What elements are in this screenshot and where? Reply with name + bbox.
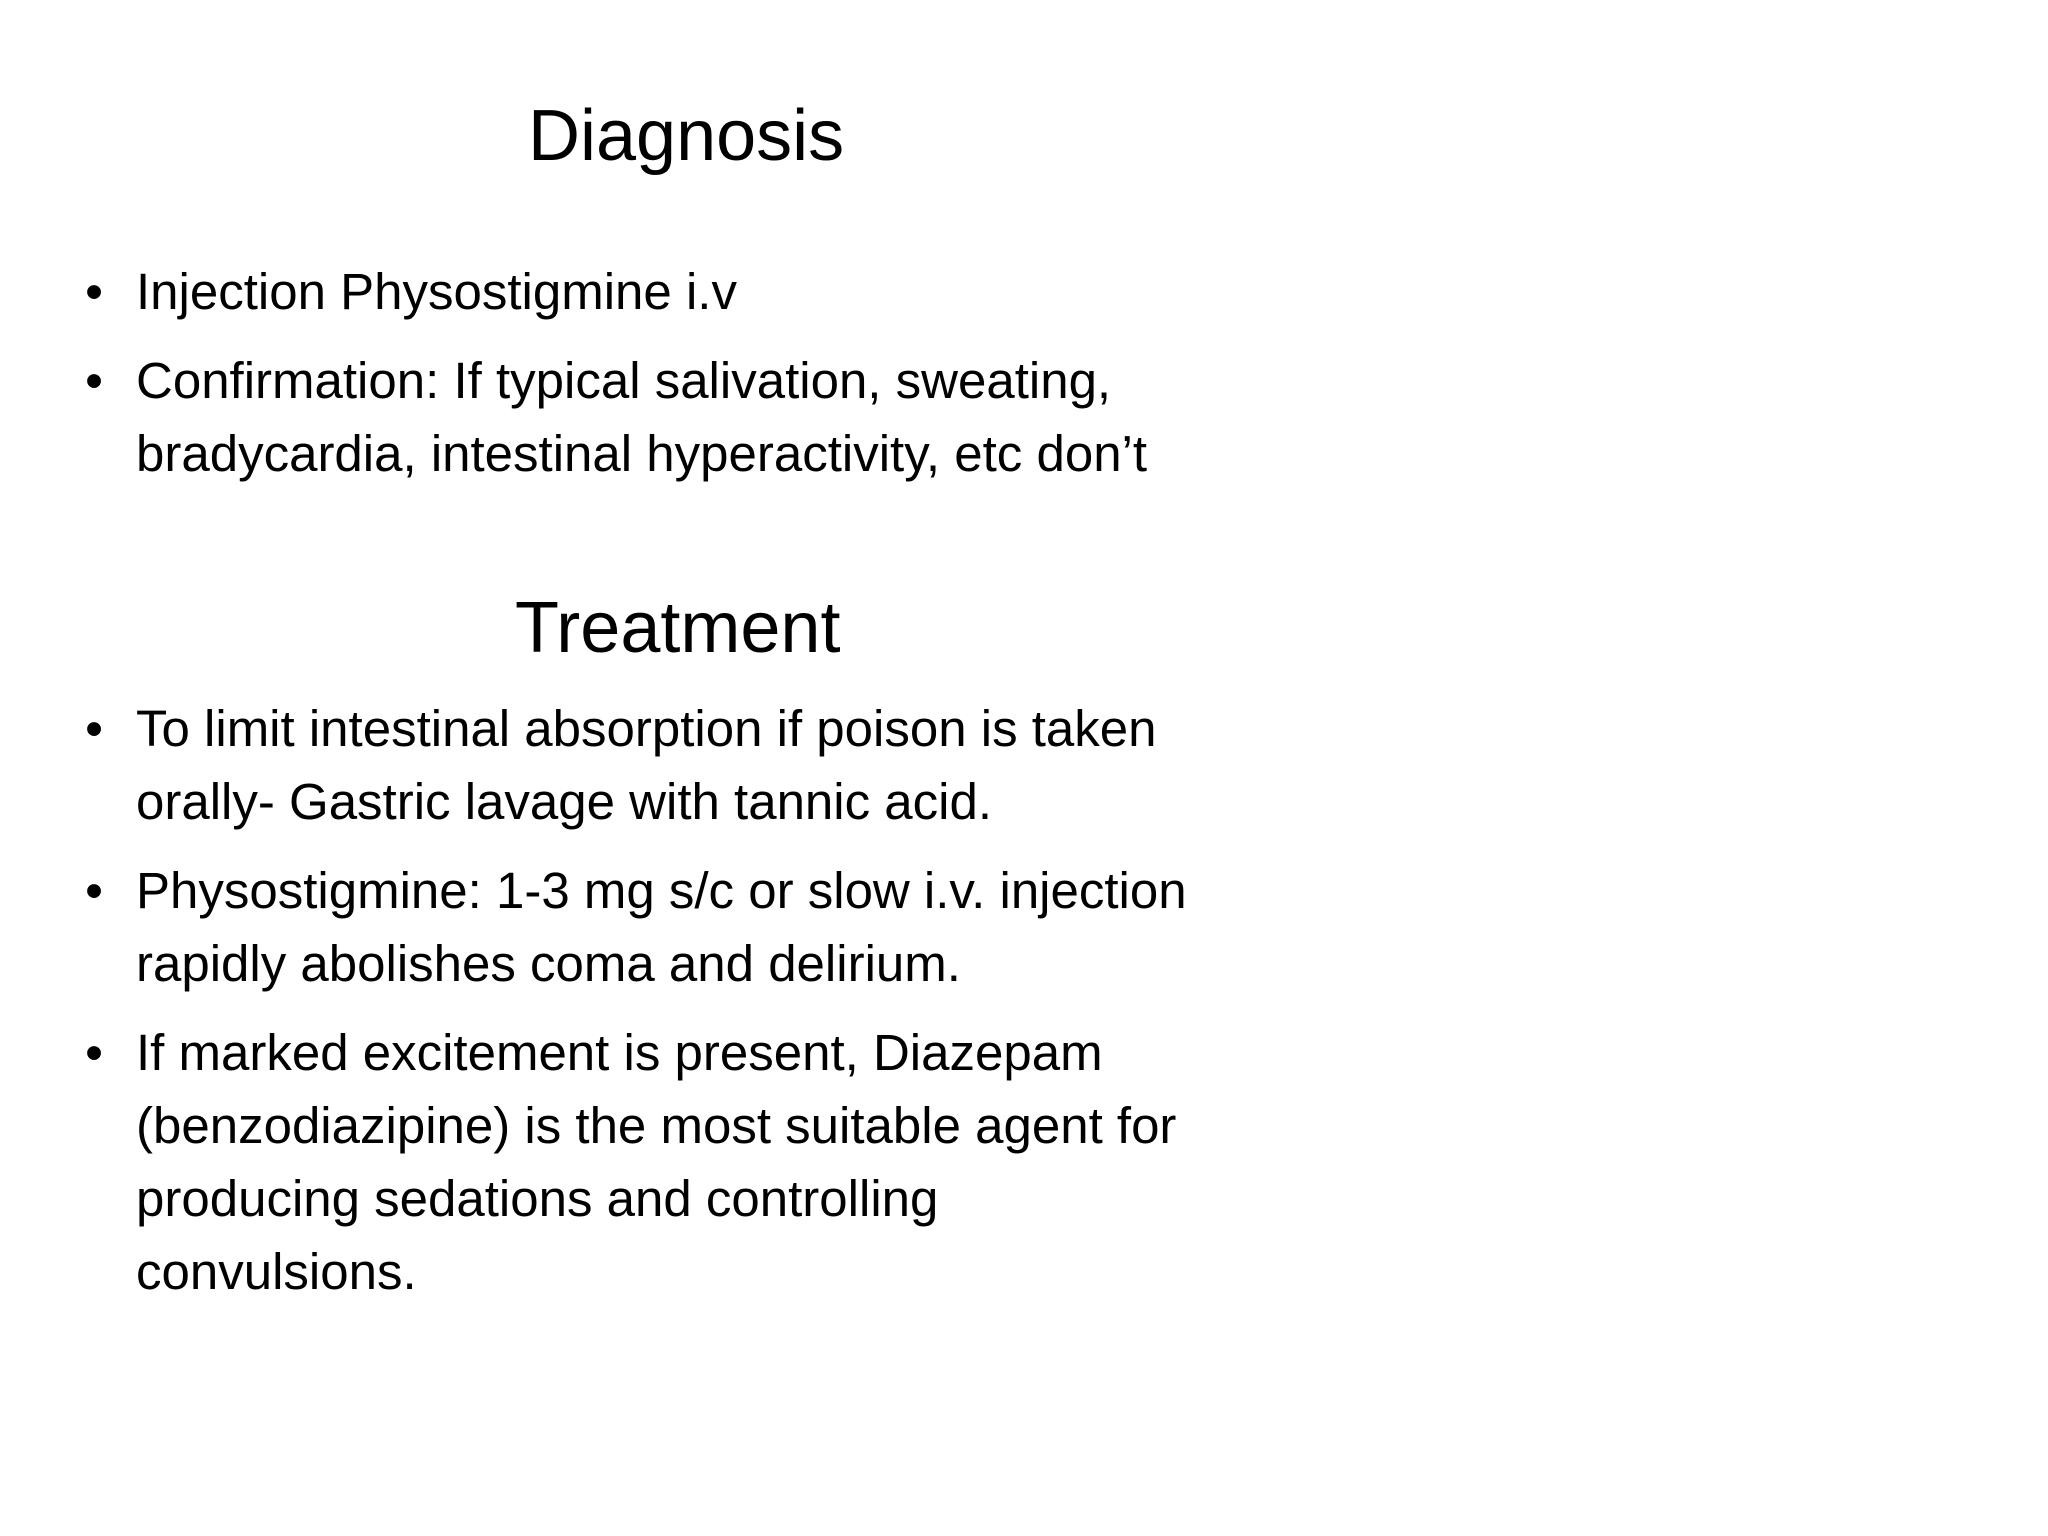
- bullet-text: (benzodiazipine) is the most suitable agent for: [136, 1097, 1177, 1154]
- bullet-text: If marked excitement is present, Diazepam: [136, 1024, 1103, 1081]
- bullet-text: convulsions.: [136, 1243, 417, 1300]
- bullet-text: To limit intestinal absorption if poison is taken: [136, 700, 1157, 757]
- bullet-text: bradycardia, intestinal hyperactivity, etc don’t: [136, 425, 1148, 482]
- list-item: [80, 344, 1300, 490]
- diagnosis-heading: Diagnosis: [528, 96, 845, 176]
- bullet-text: Injection Physostigmine i.v: [136, 263, 737, 320]
- bullet-icon: •: [85, 862, 103, 919]
- list-item: [80, 692, 1300, 838]
- bullet-icon: •: [85, 1024, 103, 1081]
- bullet-icon: •: [85, 700, 103, 757]
- diagnosis-list: [80, 255, 1300, 506]
- bullet-text: Confirmation: If typical salivation, sweating,: [136, 352, 1112, 409]
- list-item: [80, 854, 1300, 1000]
- treatment-list: [80, 692, 1300, 1324]
- bullet-icon: •: [85, 352, 103, 409]
- bullet-text: producing sedations and controlling: [136, 1170, 939, 1227]
- bullet-text: orally- Gastric lavage with tannic acid.: [136, 773, 993, 830]
- bullet-icon: •: [85, 263, 103, 320]
- bullet-text: rapidly abolishes coma and delirium.: [136, 935, 961, 992]
- bullet-text: Physostigmine: 1-3 mg s/c or slow i.v. injection: [136, 862, 1187, 919]
- list-item: [80, 255, 1300, 328]
- treatment-heading: Treatment: [515, 588, 841, 668]
- list-item: [80, 1016, 1300, 1308]
